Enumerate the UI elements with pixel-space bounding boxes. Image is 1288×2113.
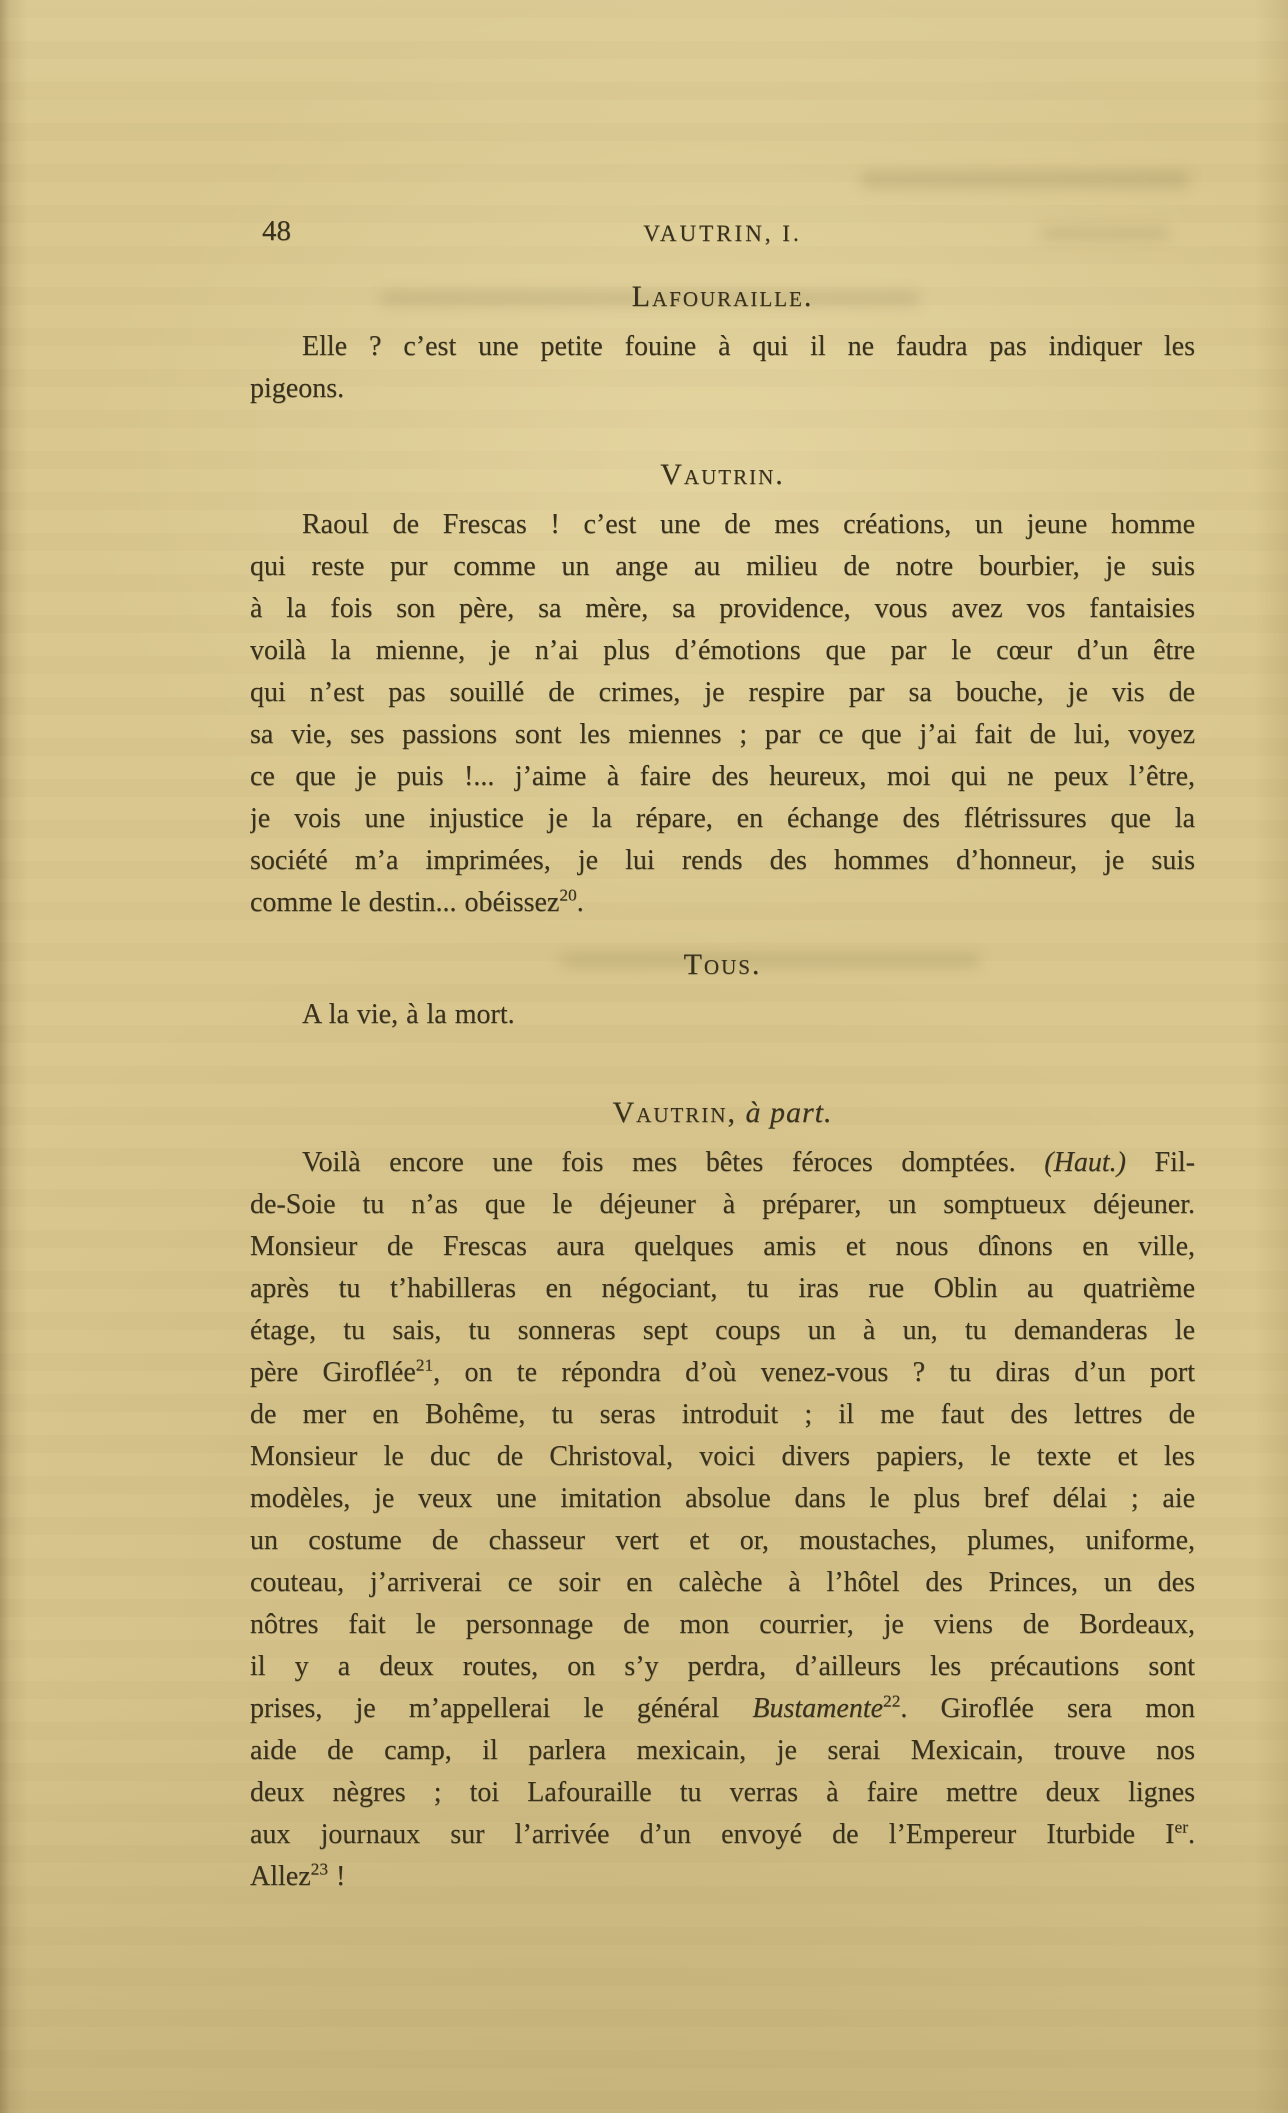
text-line	[250, 714, 1195, 756]
text-line	[250, 504, 1195, 546]
text-line	[250, 1814, 1195, 1856]
text-segment: 20	[559, 885, 577, 905]
text-segment: modèles, je veux une imitation absolue dans le plus bref délai ; aie	[250, 1483, 1195, 1514]
text-segment: voilà la mienne, je n’ai plus d’émotions que par le cœur d’un être	[250, 635, 1195, 666]
text-segment: étage, tu sais, tu sonneras sept coups un à un, tu demanderas le	[250, 1315, 1195, 1346]
dialogue-paragraph	[250, 326, 1195, 410]
text-column	[250, 0, 1195, 1898]
text-segment: à part.	[736, 1096, 833, 1129]
text-segment: A la vie, à la mort.	[302, 999, 515, 1030]
text-segment: aide de camp, il parlera mexicain, je serai Mexicain, trouve nos	[250, 1735, 1195, 1766]
text-segment: aux journaux sur l’arrivée d’un envoyé de l’Empereur Iturbide I	[250, 1819, 1175, 1850]
text-line	[250, 1310, 1195, 1352]
text-segment: Fil-	[1125, 1147, 1195, 1178]
dialogue-paragraph	[250, 1142, 1195, 1898]
text-line	[250, 1226, 1195, 1268]
text-segment: qui reste pur comme un ange au milieu de notre bourbier, je suis	[250, 551, 1195, 582]
text-segment: 22	[883, 1691, 901, 1711]
text-segment: père Giroflée	[250, 1357, 416, 1388]
text-segment: 23	[310, 1859, 328, 1879]
text-segment: il y a deux routes, on s’y perdra, d’ailleurs les précautions sont	[250, 1651, 1195, 1682]
text-segment: !	[328, 1861, 346, 1892]
text-line	[250, 1688, 1195, 1730]
text-line	[250, 840, 1195, 882]
text-segment: couteau, j’arriverai ce soir en calèche à l’hôtel des Princes, un des	[250, 1567, 1195, 1598]
text-segment: Bustamente	[752, 1693, 884, 1724]
text-segment: prises, je m’appellerai le général	[250, 1693, 753, 1724]
text-line	[250, 588, 1195, 630]
text-segment: .	[576, 887, 584, 918]
page-number: 48	[262, 215, 291, 247]
speaker-heading	[250, 276, 1195, 318]
text-line	[250, 798, 1195, 840]
text-segment: deux nègres ; toi Lafouraille tu verras à faire mettre deux lignes	[250, 1777, 1195, 1808]
text-line	[250, 882, 1195, 924]
text-segment: pigeons.	[250, 373, 345, 404]
text-line	[250, 630, 1195, 672]
text-line	[250, 1352, 1195, 1394]
text-segment: après tu t’habilleras en négociant, tu iras rue Oblin au quatrième	[250, 1273, 1195, 1304]
text-segment: er	[1174, 1817, 1188, 1837]
dialogue-paragraph	[250, 504, 1195, 924]
text-segment: qui n’est pas souillé de crimes, je respire par sa bouche, je vis de	[250, 677, 1195, 708]
text-segment: Allez	[250, 1861, 311, 1892]
text-segment: société m’a imprimées, je lui rends des hommes d’honneur, je suis	[250, 845, 1195, 876]
text-segment: (Haut.)	[1044, 1147, 1126, 1178]
dialogue-paragraph	[250, 994, 1195, 1036]
text-line	[250, 1520, 1195, 1562]
text-line	[250, 1268, 1195, 1310]
speaker-heading	[250, 944, 1195, 986]
text-segment: nôtres fait le personnage de mon courrier, je viens de Bordeaux,	[250, 1609, 1195, 1640]
text-line	[250, 1772, 1195, 1814]
text-segment: ce que je puis !... j’aime à faire des heureux, moi qui ne peux l’être,	[250, 761, 1195, 792]
text-segment: Monsieur le duc de Christoval, voici divers papiers, le texte et les	[250, 1441, 1195, 1472]
text-line	[250, 1646, 1195, 1688]
speaker-heading	[250, 454, 1195, 496]
text-segment: Vautrin,	[612, 1096, 737, 1129]
text-segment: Vautrin.	[660, 458, 785, 491]
text-segment: Tous.	[683, 948, 762, 981]
text-line	[250, 1436, 1195, 1478]
text-line	[250, 994, 1195, 1036]
text-segment: Raoul de Frescas ! c’est une de mes créations, un jeune homme	[302, 509, 1195, 540]
running-header	[250, 210, 1195, 252]
speaker-heading	[250, 1092, 1195, 1134]
text-segment: .	[1188, 1819, 1195, 1850]
text-segment: sa vie, ses passions sont les miennes ; par ce que j’ai fait de lui, voyez	[250, 719, 1195, 750]
text-line	[250, 1730, 1195, 1772]
text-segment: Lafouraille.	[631, 280, 814, 313]
text-blocks	[250, 276, 1195, 1898]
text-segment: comme le destin... obéissez	[250, 887, 560, 918]
text-line	[250, 546, 1195, 588]
text-segment: je vois une injustice je la répare, en échange des flétrissures que la	[250, 803, 1195, 834]
text-segment: un costume de chasseur vert et or, moustaches, plumes, uniforme,	[250, 1525, 1195, 1556]
text-segment: , on te répondra d’où venez-vous ? tu diras d’un port	[433, 1357, 1195, 1388]
text-line	[250, 1142, 1195, 1184]
text-segment: Voilà encore une fois mes bêtes féroces domptées.	[302, 1147, 1045, 1178]
text-segment: 21	[415, 1355, 434, 1375]
text-line	[250, 1604, 1195, 1646]
text-line	[250, 1394, 1195, 1436]
text-line	[250, 672, 1195, 714]
text-line	[250, 756, 1195, 798]
text-line	[250, 1856, 1195, 1898]
text-segment: de-Soie tu n’as que le déjeuner à préparer, un somptueux déjeuner.	[250, 1189, 1195, 1220]
text-segment: de mer en Bohême, tu seras introduit ; il me faut des lettres de	[250, 1399, 1195, 1430]
running-title: VAUTRIN, I.	[643, 221, 802, 246]
text-segment: Elle ? c’est une petite fouine à qui il ne faudra pas indiquer les	[302, 331, 1195, 362]
text-line	[250, 1562, 1195, 1604]
text-segment: . Giroflée sera mon	[900, 1693, 1195, 1724]
text-line	[250, 368, 1195, 410]
text-segment: Monsieur de Frescas aura quelques amis et nous dînons en ville,	[250, 1231, 1195, 1262]
text-line	[250, 1478, 1195, 1520]
text-line	[250, 1184, 1195, 1226]
text-segment: à la fois son père, sa mère, sa providence, vous avez vos fantaisies	[250, 593, 1195, 624]
text-line	[250, 326, 1195, 368]
